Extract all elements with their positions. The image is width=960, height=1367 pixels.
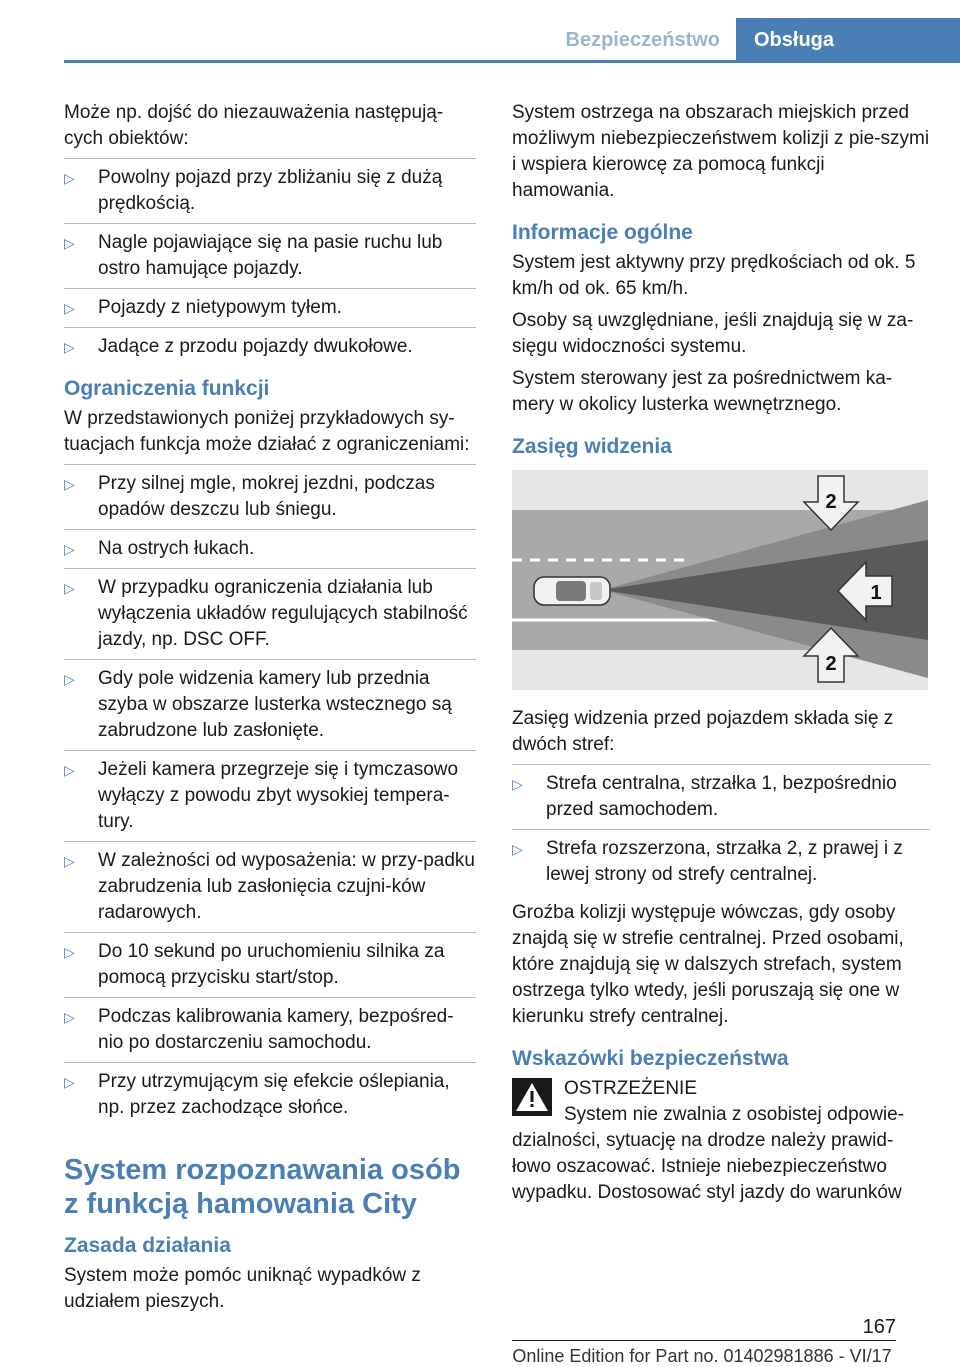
page-footer xyxy=(0,1316,960,1366)
list-item: ▷ Do 10 sekund po uruchomieniu silnika za pomocą przycisku start/stop. xyxy=(64,932,476,997)
page-number: 167 xyxy=(862,1316,896,1338)
arrow-bottom-label: 2 xyxy=(825,653,837,675)
triangle-bullet-icon: ▷ xyxy=(512,841,523,857)
range-text: Zasięg widzenia przed pojazdem składa się z dwóch stref: xyxy=(512,708,894,755)
arrow-center-label: 1 xyxy=(870,582,882,604)
section-title: System rozpoznawania osób z funkcją hamowania City xyxy=(64,1154,461,1220)
principle-heading: Zasada działania xyxy=(64,1234,231,1257)
list-item: ▷ Gdy pole widzenia kamery lub przednia szyba w obszarze lusterka wstecznego są zabrudzone lub zasłonięte. xyxy=(64,659,476,750)
tab-section: Bezpieczeństwo xyxy=(548,18,734,62)
list-item: ▷ Powolny pojazd przy zbliżaniu się z dużą prędkością. xyxy=(64,158,476,223)
left-intro: Może np. dojść do niezauważenia następują‐cych obiektów: xyxy=(64,102,444,149)
principle-text: System może pomóc uniknąć wypadków z udziałem pieszych. xyxy=(64,1265,421,1312)
right-column xyxy=(512,100,930,1212)
triangle-bullet-icon: ▷ xyxy=(64,1074,75,1090)
list-item: ▷ Nagle pojawiające się na pasie ruchu lub ostro hamujące pojazdy. xyxy=(64,223,476,288)
list-item: ▷ Na ostrych łukach. xyxy=(64,529,476,568)
general-p2: Osoby są uwzględniane, jeśli znajdują się w za‐sięgu widoczności systemu. xyxy=(512,310,914,357)
limits-text: W przedstawionych poniżej przykładowych sy‐tuacjach funkcja może działać z ograniczeniami: xyxy=(64,408,470,455)
tab-chapter: Obsługa xyxy=(736,18,960,62)
edition-note: Online Edition for Part no. 01402981886 - VI/17 xyxy=(512,1346,892,1366)
triangle-bullet-icon: ▷ xyxy=(64,580,75,596)
general-heading: Informacje ogólne xyxy=(512,221,693,244)
triangle-bullet-icon: ▷ xyxy=(512,776,523,792)
triangle-bullet-icon: ▷ xyxy=(64,1009,75,1025)
header-rule xyxy=(64,60,960,63)
list-item: ▷ Przy utrzymującym się efekcie oślepiania, np. przez zachodzące słońce. xyxy=(64,1062,476,1127)
triangle-bullet-icon: ▷ xyxy=(64,476,75,492)
general-p1: System jest aktywny przy prędkościach od ok. 5 km/h od ok. 65 km/h. xyxy=(512,252,916,299)
triangle-bullet-icon: ▷ xyxy=(64,170,75,186)
warning-triangle-icon xyxy=(512,1078,552,1116)
right-intro: System ostrzega na obszarach miejskich przed możliwym niebezpieczeństwem kolizji z pie‐szymi i wspiera kierowcę za pomocą funkcji hamowania. xyxy=(512,102,930,201)
objects-list xyxy=(64,158,476,366)
general-p3: System sterowany jest za pośrednictwem ka‐mery w okolicy lusterka wewnętrznego. xyxy=(512,368,893,415)
left-column xyxy=(64,100,476,1321)
safety-heading: Wskazówki bezpieczeństwa xyxy=(512,1047,789,1070)
list-item: ▷ W zależności od wyposażenia: w przy‐padku zabrudzenia lub zasłonięcia czujni‐ków radarowych. xyxy=(64,841,476,932)
triangle-bullet-icon: ▷ xyxy=(64,944,75,960)
list-item: ▷ Podczas kalibrowania kamery, bezpośred‐nio po dostarczeniu samochodu. xyxy=(64,997,476,1062)
limits-list xyxy=(64,464,476,1127)
threat-text: Groźba kolizji występuje wówczas, gdy osoby znajdą się w strefie centralnej. Przed osobami, które znajdują się w dalszych strefach, system ostrzega tylko wtedy, jeśli poruszają się one w kierunku strefy centralnej. xyxy=(512,902,904,1027)
triangle-bullet-icon: ▷ xyxy=(64,235,75,251)
triangle-bullet-icon: ▷ xyxy=(64,671,75,687)
limits-heading: Ograniczenia funkcji xyxy=(64,377,270,400)
page-header xyxy=(0,0,960,62)
warning-block xyxy=(512,1076,930,1206)
warning-text: System nie zwalnia z osobistej odpowie‐dzialności, sytuację na drodze należy prawid‐łowo oszacować. Istnieje niebezpieczeństwo wypadku. Dostosować styl jazdy do warunków xyxy=(512,1104,905,1203)
car-icon xyxy=(534,577,610,605)
list-item: ▷ Jadące z przodu pojazdy dwukołowe. xyxy=(64,327,476,366)
warning-title: OSTRZEŻENIE xyxy=(564,1078,698,1099)
triangle-bullet-icon: ▷ xyxy=(64,541,75,557)
arrow-top-label: 2 xyxy=(825,491,837,513)
triangle-bullet-icon: ▷ xyxy=(64,762,75,778)
triangle-bullet-icon: ▷ xyxy=(64,853,75,869)
list-item: ▷ Jeżeli kamera przegrzeje się i tymczasowo wyłączy z powodu zbyt wysokiej tempera‐tury. xyxy=(64,750,476,841)
list-item: ▷ Strefa rozszerzona, strzałka 2, z prawej i z lewej strony od strefy centralnej. xyxy=(512,829,930,894)
list-item: ▷ Pojazdy z nietypowym tyłem. xyxy=(64,288,476,327)
triangle-bullet-icon: ▷ xyxy=(64,300,75,316)
zones-list xyxy=(512,764,930,894)
list-item: ▷ Strefa centralna, strzałka 1, bezpośrednio przed samochodem. xyxy=(512,764,930,829)
footer-rule xyxy=(512,1340,896,1341)
vision-range-diagram xyxy=(512,470,928,690)
triangle-bullet-icon: ▷ xyxy=(64,339,75,355)
range-heading: Zasięg widzenia xyxy=(512,435,672,458)
list-item: ▷ W przypadku ograniczenia działania lub wyłączenia układów regulujących stabilność jazdy, np. DSC OFF. xyxy=(64,568,476,659)
list-item: ▷ Przy silnej mgle, mokrej jezdni, podczas opadów deszczu lub śniegu. xyxy=(64,464,476,529)
